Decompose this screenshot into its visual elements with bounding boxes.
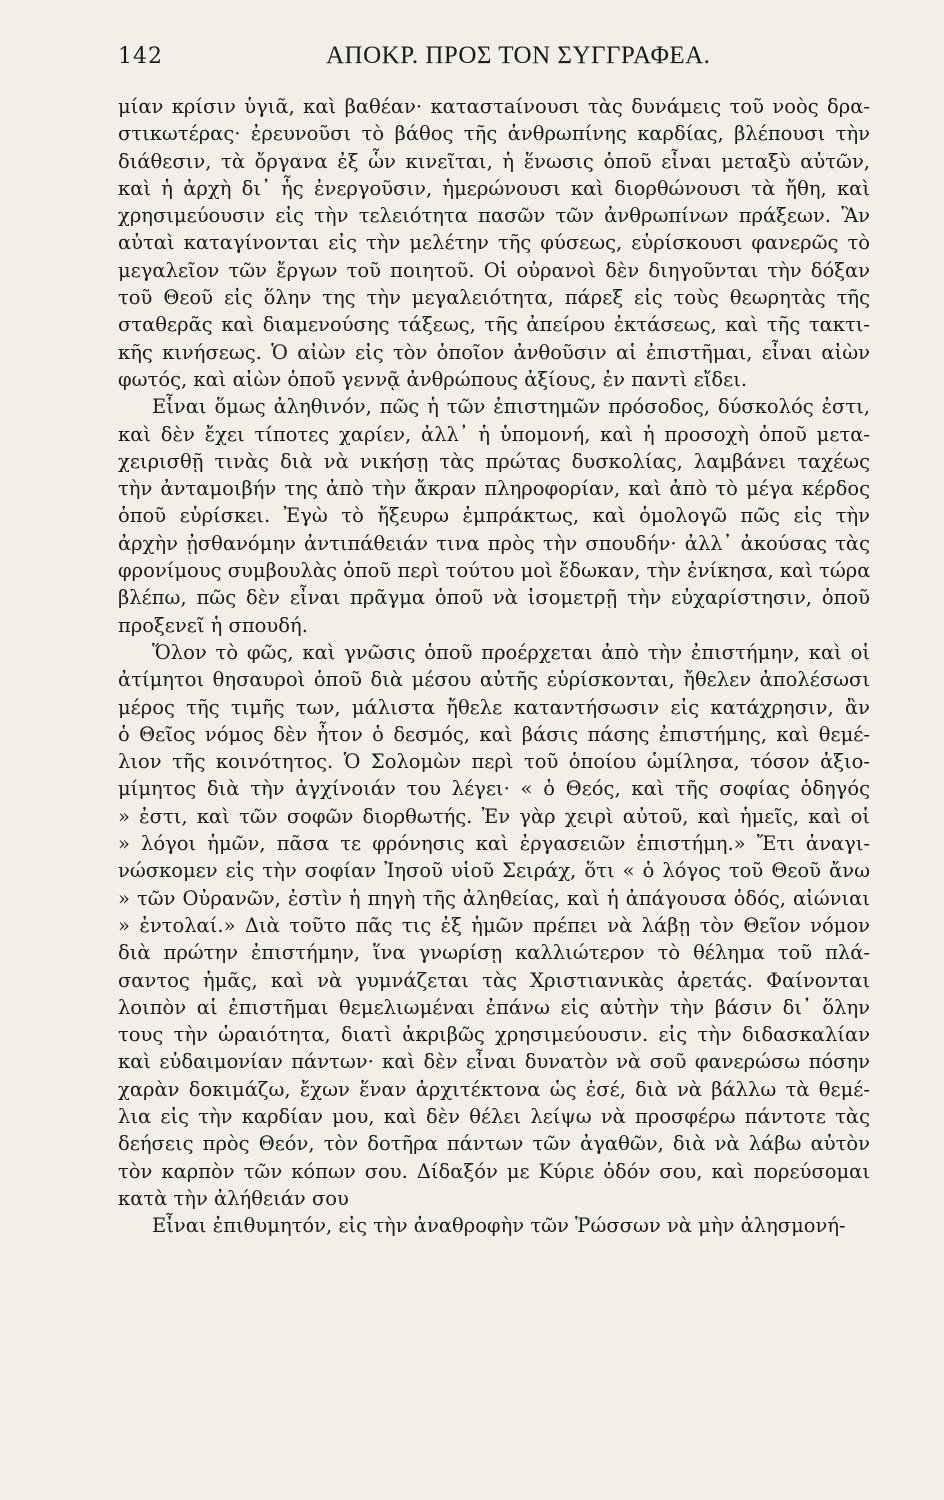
text-line: βλέπω, πῶς δὲν εἶναι πρᾶγμα ὁποῦ νὰ ἰσομετρῇ τὴν εὐχαρίστησιν, ὁποῦ — [118, 586, 870, 610]
text-line: τὸν καρπὸν τῶν κόπων σου. Δίδαξόν με Κύριε ὁδόν σου, καὶ πορεύσομαι — [118, 1159, 870, 1183]
text-line: στικωτέρας· ἐρευνοῦσι τὸ βάθος τῆς ἀνθρωπίνης καρδίας, βλέπουσι τὴν — [118, 122, 870, 146]
text-line: » τῶν Οὐρανῶν, ἐστὶν ἡ πηγὴ τῆς ἀληθείας, καὶ ἡ ἀπάγουσα ὁδός, αἰώνιαι — [118, 886, 870, 910]
text-line: » λόγοι ἡμῶν, πᾶσα τε φρόνησις καὶ ἐργασειῶν ἐπιστήμη.» Ἔτι ἀναγι- — [118, 832, 870, 856]
text-line: σταθερᾶς καὶ διαμενούσης τάξεως, τῆς ἀπείρου ἐκτάσεως, καὶ τῆς τακτι- — [118, 313, 870, 337]
text-line: καὶ δὲν ἔχει τίποτες χαρίεν, ἀλλ᾽ ἡ ὑπομονή, καὶ ἡ προσοχὴ ὁποῦ μετα- — [118, 422, 870, 446]
text-line: μίμητος διὰ τὴν ἀγχίνοιάν του λέγει· « ὁ Θεός, καὶ τῆς σοφίας ὁδηγός — [118, 777, 870, 801]
text-line: » ἐντολαί.» Διὰ τοῦτο πᾶς τις ἐξ ἡμῶν πρέπει νὰ λάβῃ τὸν Θεῖον νόμον — [118, 913, 870, 937]
text-line: ὁποῦ εὑρίσκει. Ἐγὼ τὸ ἤξευρω ἐμπράκτως, καὶ ὁμολογῶ πῶς εἰς τὴν — [118, 504, 870, 528]
text-line: μέρος τῆς τιμῆς των, μάλιστα ἤθελε καταντήσωσιν εἰς κατάχρησιν, ἂν — [118, 695, 870, 719]
text-line: χειρισθῇ τινὰς διὰ νὰ νικήσῃ τὰς πρώτας δυσκολίας, λαμβάνει ταχέως — [118, 449, 870, 473]
text-line: τοῦ Θεοῦ εἰς ὅλην της τὴν μεγαλειότητα, πάρεξ εἰς τοὺς θεωρητὰς τῆς — [118, 286, 870, 310]
running-head: ΑΠΟΚΡ. ΠΡΟΣ ΤΟΝ ΣΥΓΓΡΑΦΕΑ. — [326, 42, 711, 69]
text-line: δεήσεις πρὸς Θεόν, τὸν δοτῆρα πάντων τῶν ἀγαθῶν, διὰ νὰ λάβω αὐτὸν — [118, 1132, 870, 1156]
text-line: νώσκομεν εἰς τὴν σοφίαν Ἰησοῦ υἱοῦ Σειράχ, ὅτι « ὁ λόγος τοῦ Θεοῦ ἄνω — [118, 859, 870, 883]
text-line: χαρὰν δοκιμάζω, ἔχων ἕναν ἀρχιτέκτονα ὡς ἐσέ, διὰ νὰ βάλλω τὰ θεμέ- — [118, 1077, 870, 1101]
text-line: ὁ Θεῖος νόμος δὲν ἦτον ὁ δεσμός, καὶ βάσις πάσης ἐπιστήμης, καὶ θεμέ- — [118, 722, 870, 746]
text-line: μεγαλεῖον τῶν ἔργων τοῦ ποιητοῦ. Οἱ οὐρανοὶ δὲν διηγοῦνται τὴν δόξαν — [118, 258, 870, 282]
text-line: σαντος ἡμᾶς, καὶ νὰ γυμνάζεται τὰς Χριστιανικὰς ἀρετάς. Φαίνονται — [118, 968, 870, 992]
text-line: αὐταὶ καταγίνονται εἰς τὴν μελέτην τῆς φύσεως, εὑρίσκουσι φανερῶς τὸ — [118, 231, 870, 255]
text-line: Ὅλον τὸ φῶς, καὶ γνῶσις ὁποῦ προέρχεται ἀπὸ τὴν ἐπιστήμην, καὶ οἱ — [152, 640, 870, 664]
text-line: ἀρχὴν ᾐσθανόμην ἀντιπάθειάν τινα πρὸς τὴν σπουδήν· ἀλλ᾽ ἀκούσας τὰς — [118, 531, 870, 555]
body-text — [118, 93, 870, 1239]
text-line: Εἶναι ὅμως ἀληθινόν, πῶς ἡ τῶν ἐπιστημῶν πρόσοδος, δύσκολός ἐστι, — [152, 395, 870, 419]
text-line: μίαν κρίσιν ὑγιᾶ, καὶ βαθέαν· καταστaίνουσι τὰς δυνάμεις τοῦ νοὸς δρα- — [118, 95, 870, 118]
text-line: χρησιμεύουσιν εἰς τὴν τελειότητα πασῶν τῶν ἀνθρωπίνων πράξεων. Ἂν — [118, 204, 870, 228]
page-number: 142 — [118, 44, 163, 69]
text-line: τους τὴν ὡραιότητα, διατὶ ἀκριβῶς χρησιμεύουσιν. εἰς τὴν διδασκαλίαν — [118, 1023, 870, 1047]
text-line: φωτός, καὶ αἰὼν ὁποῦ γεννᾷ ἀνθρώπους ἀξίους, ἐν παντὶ εἴδει. — [118, 367, 748, 391]
text-line: προξενεῖ ἡ σπουδή. — [118, 613, 308, 637]
text-line: διὰ πρώτην ἐπιστήμην, ἵνα γνωρίσῃ καλλιώτερον τὸ θέλημα τοῦ πλά- — [118, 941, 870, 965]
text-line: καὶ εὐδαιμονίαν πάντων· καὶ δὲν εἶναι δυνατὸν νὰ σοῦ φανερώσω πόσην — [118, 1050, 870, 1074]
text-line: » ἐστι, καὶ τῶν σοφῶν διορθωτής. Ἐν γὰρ χειρὶ αὐτοῦ, καὶ ἡμεῖς, καὶ οἱ — [118, 804, 870, 828]
text-line: Εἶναι ἐπιθυμητόν, εἰς τὴν ἀναθροφὴν τῶν Ῥώσσων νὰ μὴν ἀλησμονή- — [152, 1214, 846, 1238]
text-line: λιον τῆς κοινότητος. Ὁ Σολομὼν περὶ τοῦ ὁποίου ὡμίλησα, τόσον ἀξιο- — [118, 750, 870, 774]
text-line: καὶ ἡ ἀρχὴ δι᾽ ἧς ἐνεργοῦσιν, ἡμερώνουσι καὶ διορθώνουσι τὰ ἤθη, καὶ — [118, 176, 870, 200]
text-line: διάθεσιν, τὰ ὄργανα ἐξ ὧν κινεῖται, ἡ ἕνωσις ὁποῦ εἶναι μεταξὺ αὐτῶν, — [118, 149, 870, 173]
text-line: ἀτίμητοι θησαυροὶ ὁποῦ διὰ μέσου αὐτῆς εὑρίσκονται, ἤθελεν ἀπολέσωσι — [118, 668, 870, 692]
text-line: τὴν ἀνταμοιβήν της ἀπὸ τὴν ἄκραν πληροφορίαν, καὶ ἀπὸ τὸ μέγα κέρδος — [118, 477, 870, 501]
text-line: κῆς κινήσεως. Ὁ αἰὼν εἰς τὸν ὁποῖον ἀνθοῦσιν αἱ ἐπιστῆμαι, εἶναι αἰὼν — [118, 340, 870, 364]
text-line: λια εἰς τὴν καρδίαν μου, καὶ δὲν θέλει λείψω νὰ προσφέρω πάντοτε τὰς — [118, 1104, 870, 1128]
text-line: φρονίμους συμβουλὰς ὁποῦ περὶ τούτου μοὶ ἔδωκαν, τὴν ἐνίκησα, καὶ τώρα — [118, 559, 870, 583]
text-line: λοιπὸν αἱ ἐπιστῆμαι θεμελιωμέναι ἐπάνω εἰς αὐτὴν τὴν βάσιν δι᾽ ὅλην — [118, 995, 870, 1019]
page-header — [118, 38, 870, 78]
text-line: κατὰ τὴν ἀλήθειάν σου — [118, 1186, 349, 1210]
